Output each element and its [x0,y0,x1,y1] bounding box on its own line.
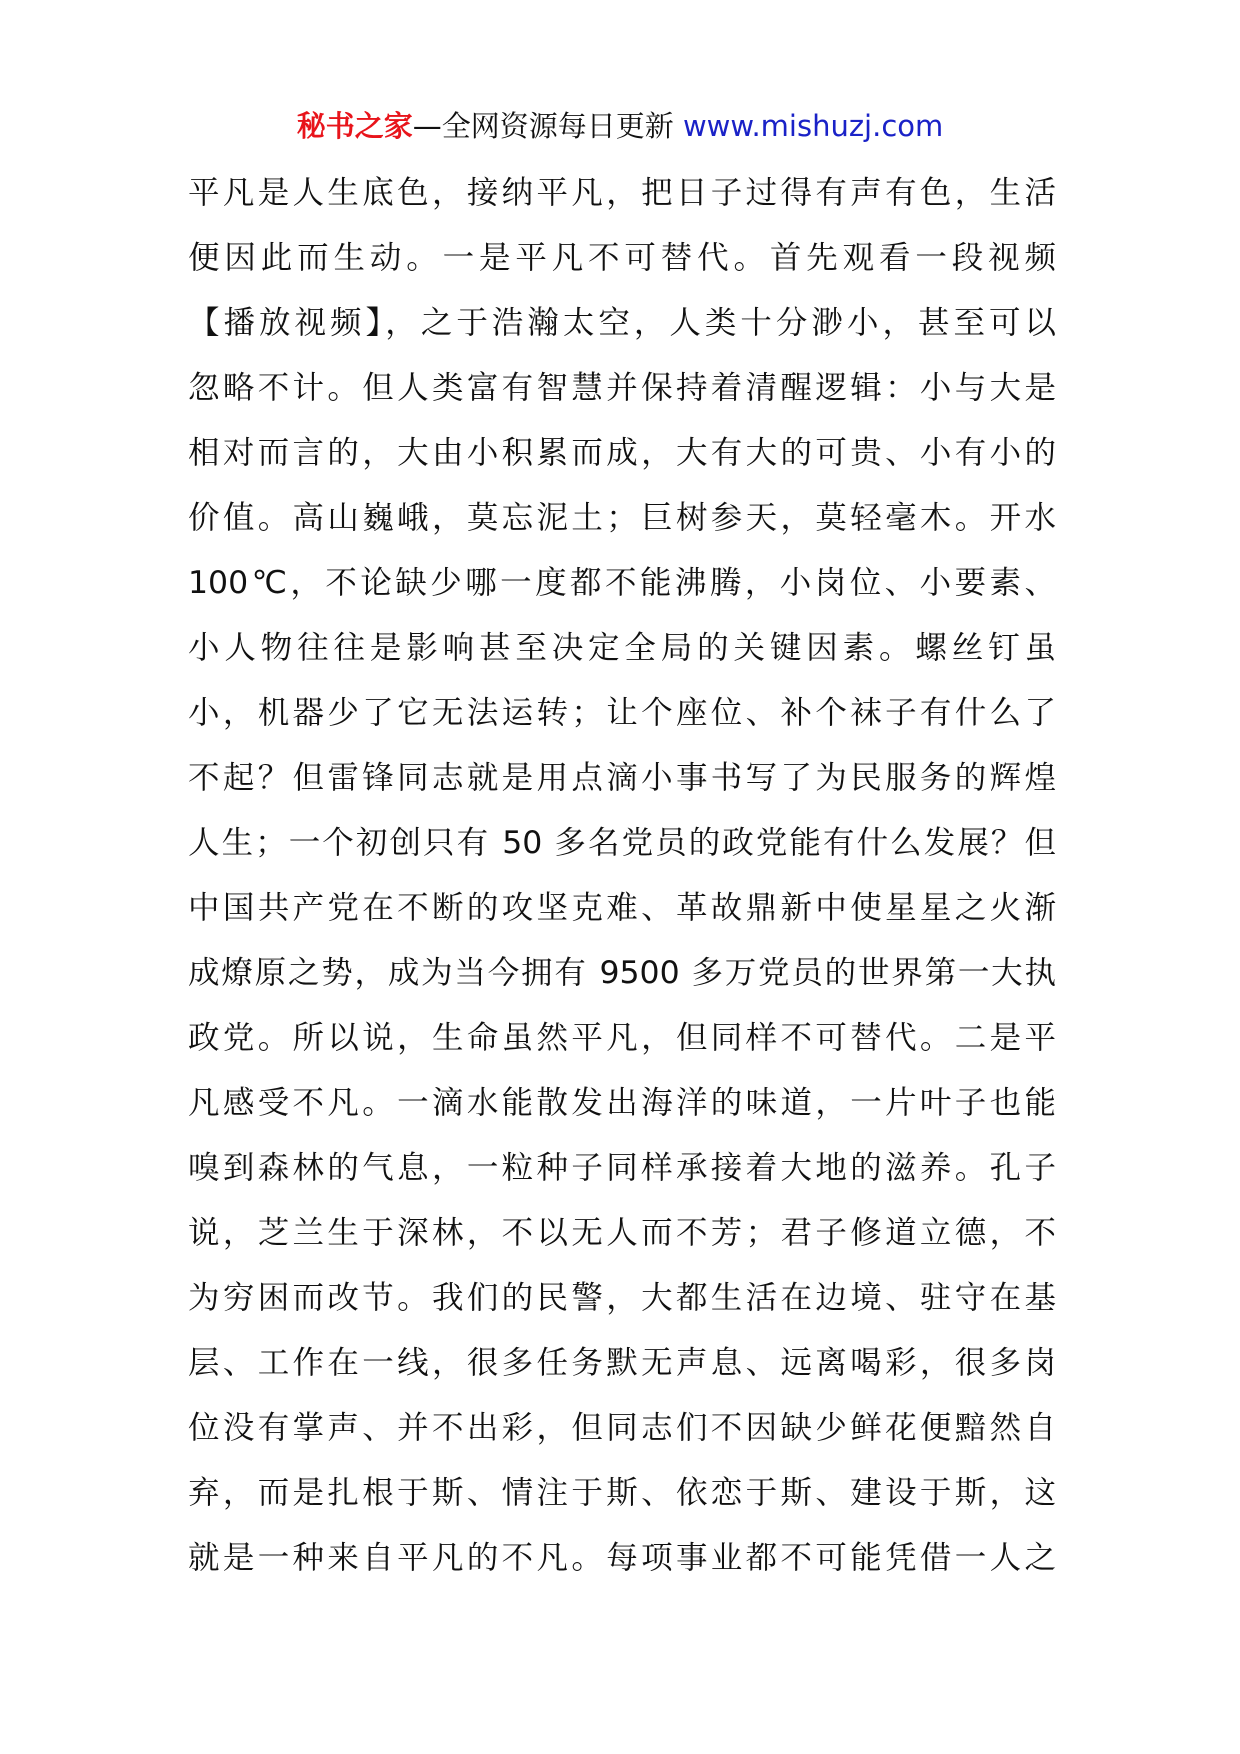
text-line: 人生；一个初创只有 50 多名党员的政党能有什么发展？但 [188,825,1056,861]
text-line: 凡感受不凡。一滴水能散发出海洋的味道，一片叶子也能 [188,1085,1056,1121]
text-line: 说，芝兰生于深林，不以无人而不芳；君子修道立德，不 [188,1215,1056,1251]
text-line: 平凡是人生底色，接纳平凡，把日子过得有声有色，生活 [188,175,1056,211]
text-line: 弃，而是扎根于斯、情注于斯、依恋于斯、建设于斯，这 [188,1475,1056,1511]
text-line: 小人物往往是影响甚至决定全局的关键因素。螺丝钉虽 [188,630,1056,666]
text-line: 价值。高山巍峨，莫忘泥土；巨树参天，莫轻毫木。开水 [188,500,1056,536]
text-line: 政党。所以说，生命虽然平凡，但同样不可替代。二是平 [188,1020,1056,1056]
text-line: 忽略不计。但人类富有智慧并保持着清醒逻辑：小与大是 [188,370,1056,406]
text-line: 成燎原之势，成为当今拥有 9500 多万党员的世界第一大执 [188,955,1056,991]
header-slogan: —全网资源每日更新 [412,109,674,143]
page-header [0,104,1240,148]
text-line: 就是一种来自平凡的不凡。每项事业都不可能凭借一人之 [188,1540,1056,1576]
document-body [188,161,1056,1591]
text-line: 为穷困而改节。我们的民警，大都生活在边境、驻守在基 [188,1280,1056,1316]
text-line: 100℃，不论缺少哪一度都不能沸腾，小岗位、小要素、 [188,565,1056,601]
brand-name: 秘书之家 [296,109,413,143]
text-line: 不起？但雷锋同志就是用点滴小事书写了为民服务的辉煌 [188,760,1056,796]
text-line: 便因此而生动。一是平凡不可替代。首先观看一段视频 [188,240,1056,276]
text-line: 小，机器少了它无法运转；让个座位、补个袜子有什么了 [188,695,1056,731]
text-line: 层、工作在一线，很多任务默无声息、远离喝彩，很多岗 [188,1345,1056,1381]
text-line: 位没有掌声、并不出彩，但同志们不因缺少鲜花便黯然自 [188,1410,1056,1446]
text-line: 中国共产党在不断的攻坚克难、革故鼎新中使星星之火渐 [188,890,1056,926]
text-line: 嗅到森林的气息，一粒种子同样承接着大地的滋养。孔子 [188,1150,1056,1186]
site-url-link[interactable]: www.mishuzj.com [682,109,944,143]
text-line: 相对而言的，大由小积累而成，大有大的可贵、小有小的 [188,435,1056,471]
text-line: 【播放视频】，之于浩瀚太空，人类十分渺小，甚至可以 [188,305,1056,341]
